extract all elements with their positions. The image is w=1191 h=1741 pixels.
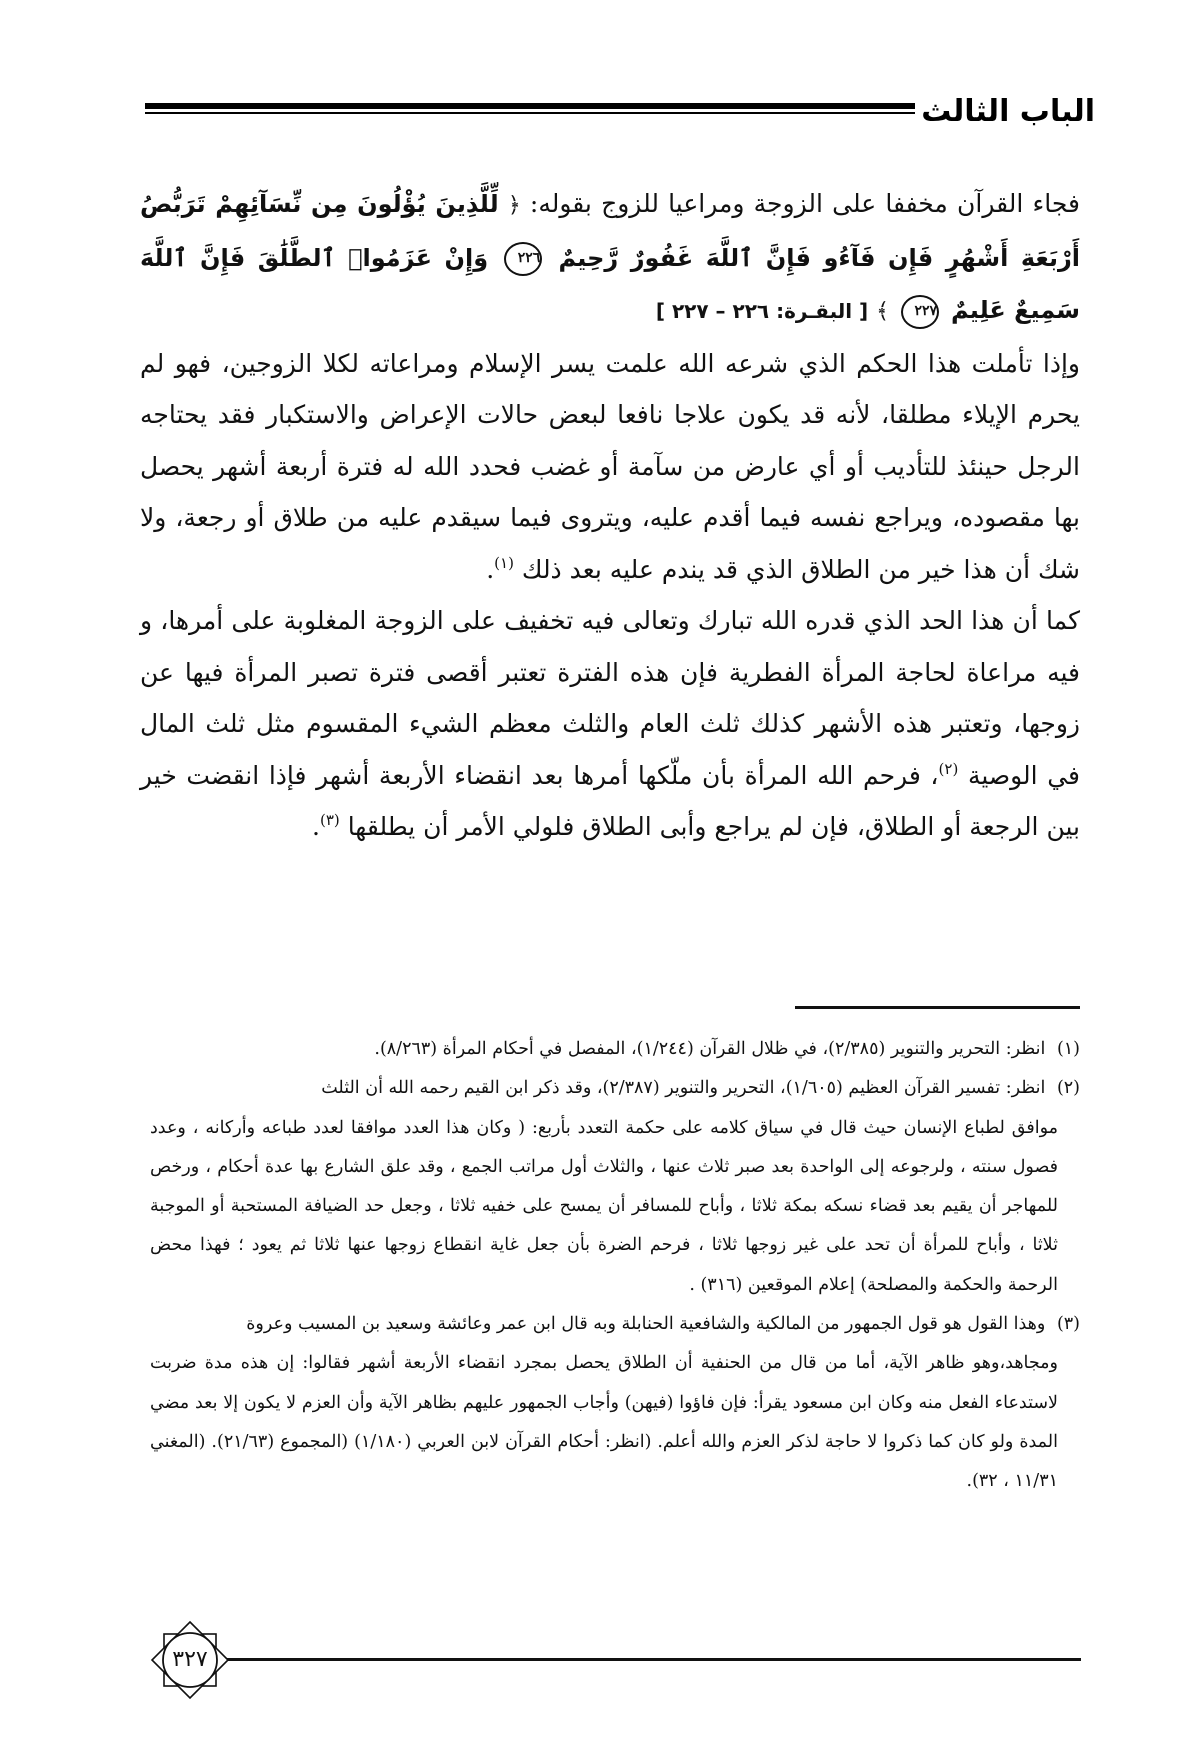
ayah-number-226: ٢٢٦ (504, 242, 542, 276)
footnotes (150, 1030, 1080, 1502)
paragraph-text: وإذا تأملت هذا الحكم الذي شرعه الله علمت يسر الإسلام ومراعاته لكلا الزوجين، فهو لم يحرم الإيلاء مطلقا، لأنه قد يكون علاجا نافعا لبعض حالات الإعراض والاستكبار فقد يحتاجه الرجل حينئذ للتأديب أو أي عارض من سآمة أو غضب فحدد الله له فترة أربعة أشهر يحصل بها مقصوده، ويراجع نفسه فيما أقدم عليه، ويتروى فيما سيقدم عليه من طلاق أو رجعة، ولا شك أن هذا خير من الطلاق الذي قد يندم عليه بعد ذلك (140, 348, 1080, 584)
footnote-text-cont: ومجاهد،وهو ظاهر الآية، أما من قال من الحنفية أن الطلاق يحصل بمجرد انقضاء الأربعة أشهر فقالوا: إن هذه مدة ضربت لاستدعاء الفعل منه وكان ابن مسعود يقرأ: فإن فاؤوا (فيهن) وأجاب الجمهور عليهم بظاهر الآية وأن العزم لا يكون إلا بعد مضي المدة ولو كان كما ذكروا لا حاجة لذكر العزم والله أعلم. (انظر: أحكام القرآن لابن العربي (١/١٨٠) (المجموع (٢١/٦٣). (المغني ١١/٣١ ، ٣٢). (150, 1353, 1058, 1492)
page-number: ٣٢٧ (172, 1647, 208, 1672)
footnote-text: وهذا القول هو قول الجمهور من المالكية والشافعية الحنابلة وبه قال ابن عمر وعائشة وسعيد بن المسيب وعروة (246, 1314, 1046, 1335)
paragraph-intro: فجاء القرآن مخففا على الزوجة ومراعيا للزوج بقوله: (529, 189, 1080, 218)
footnote-ref-3[interactable]: (٣) (319, 811, 340, 829)
header-rule-thin (145, 112, 915, 114)
paragraph-ila-wisdom (140, 338, 1080, 596)
quran-verse-227: وَإِنْ عَزَمُوا۟ ٱلطَّلَٰقَ فَإِنَّ ٱللَّهَ سَمِيعٌ عَلِيمٌ (140, 243, 1080, 324)
period: . (486, 554, 495, 584)
footnote-separator (795, 1006, 1080, 1009)
page-number-badge (150, 1620, 230, 1700)
period: . (312, 812, 320, 841)
ayah-number-227: ٢٢٧ (901, 295, 939, 329)
header-rule-thick (145, 103, 915, 109)
paragraph-limit-wisdom (140, 595, 1080, 853)
footnote-1 (150, 1030, 1080, 1069)
chapter-title: الباب الثالث (921, 94, 1095, 129)
main-text (140, 178, 1080, 853)
paragraph-text-cont: ، فرحم الله المرأة بأن ملّكها أمرها بعد انقضاء الأربعة أشهر فإذا انقضت خير بين الرجعة أو الطلاق، فإن لم يراجع وأبى الطلاق فلولي الأمر أن يطلقها (140, 760, 1080, 841)
footnote-mark: (٢) (1056, 1078, 1080, 1099)
footnote-text: انظر: التحرير والتنوير (٢/٣٨٥)، في ظلال القرآن (١/٢٤٤)، المفصل في أحكام المرأة (٨/٢٦٣). (374, 1039, 1046, 1059)
footnote-2 (150, 1069, 1080, 1305)
paragraph-text: كما أن هذا الحد الذي قدره الله تبارك وتعالى فيه تخفيف على الزوجة المغلوبة على أمرها، و فيه مراعاة لحاجة المرأة الفطرية فإن هذه الفترة تعتبر أقصى فترة تصبر المرأة فيها عن زوجها، وتعتبر هذه الأشهر كذلك ثلث العام والثلث معظم الشيء المقسوم مثل ثلث المال في الوصية (140, 606, 1081, 790)
footnote-text: انظر: تفسير القرآن العظيم (١/٦٠٥)، التحرير والتنوير (٢/٣٨٧)، وقد ذكر ابن القيم رحمه الله أن الثلث (321, 1078, 1046, 1099)
footnote-mark: (١) (1056, 1039, 1080, 1059)
footnote-mark: (٣) (1056, 1314, 1080, 1335)
ornate-bracket-open-icon: ﴿ (507, 193, 521, 218)
paragraph-quran-citation (140, 178, 1080, 338)
footnote-ref-1[interactable]: (١) (494, 553, 514, 572)
surah-reference: [ البقـرة: ٢٢٦ – ٢٢٧ ] (655, 299, 869, 323)
ornate-bracket-close-icon: ﴾ (876, 299, 890, 324)
quran-verse-226: لِّلَّذِينَ يُؤْلُونَ مِن نِّسَآئِهِمْ تَرَبُّصُ أَرْبَعَةِ أَشْهُرٍ فَإِن فَآءُو فَإِنَّ ٱللَّهَ غَفُورٌ رَّحِيمٌ (140, 190, 1081, 272)
footnote-text-cont: موافق لطباع الإنسان حيث قال في سياق كلامه على حكمة التعدد بأربع: ( وكان هذا العدد موافقا لعدد طباعه وأركانه ، وعدد فصول سنته ، ولرجوعه إلى الواحدة بعد صبر ثلاث عنها ، والثلاث أول مراتب الجمع ، وقد علق الشارع بها عدة أحكام ، ورخص للمهاجر أن يقيم بعد قضاء نسكه بمكة ثلاثا ، وأباح للمسافر أن يمسح على خفيه ثلاثا ، وجعل حد الضيافة المستحبة أو الموجبة ثلاثا ، وأباح للمرأة أن تحد على غير زوجها ثلاثا ، فرحم الضرة بأن جعل غاية انقطاع زوجها عنها ثلاثا ثم يعود ؛ فهذا محض الرحمة والحكمة والمصلحة) إعلام الموقعين (٣١٦) . (150, 1117, 1058, 1295)
footnote-ref-2[interactable]: (٢) (938, 759, 959, 778)
footnote-3 (150, 1305, 1080, 1501)
footer-rule (194, 1658, 1081, 1661)
